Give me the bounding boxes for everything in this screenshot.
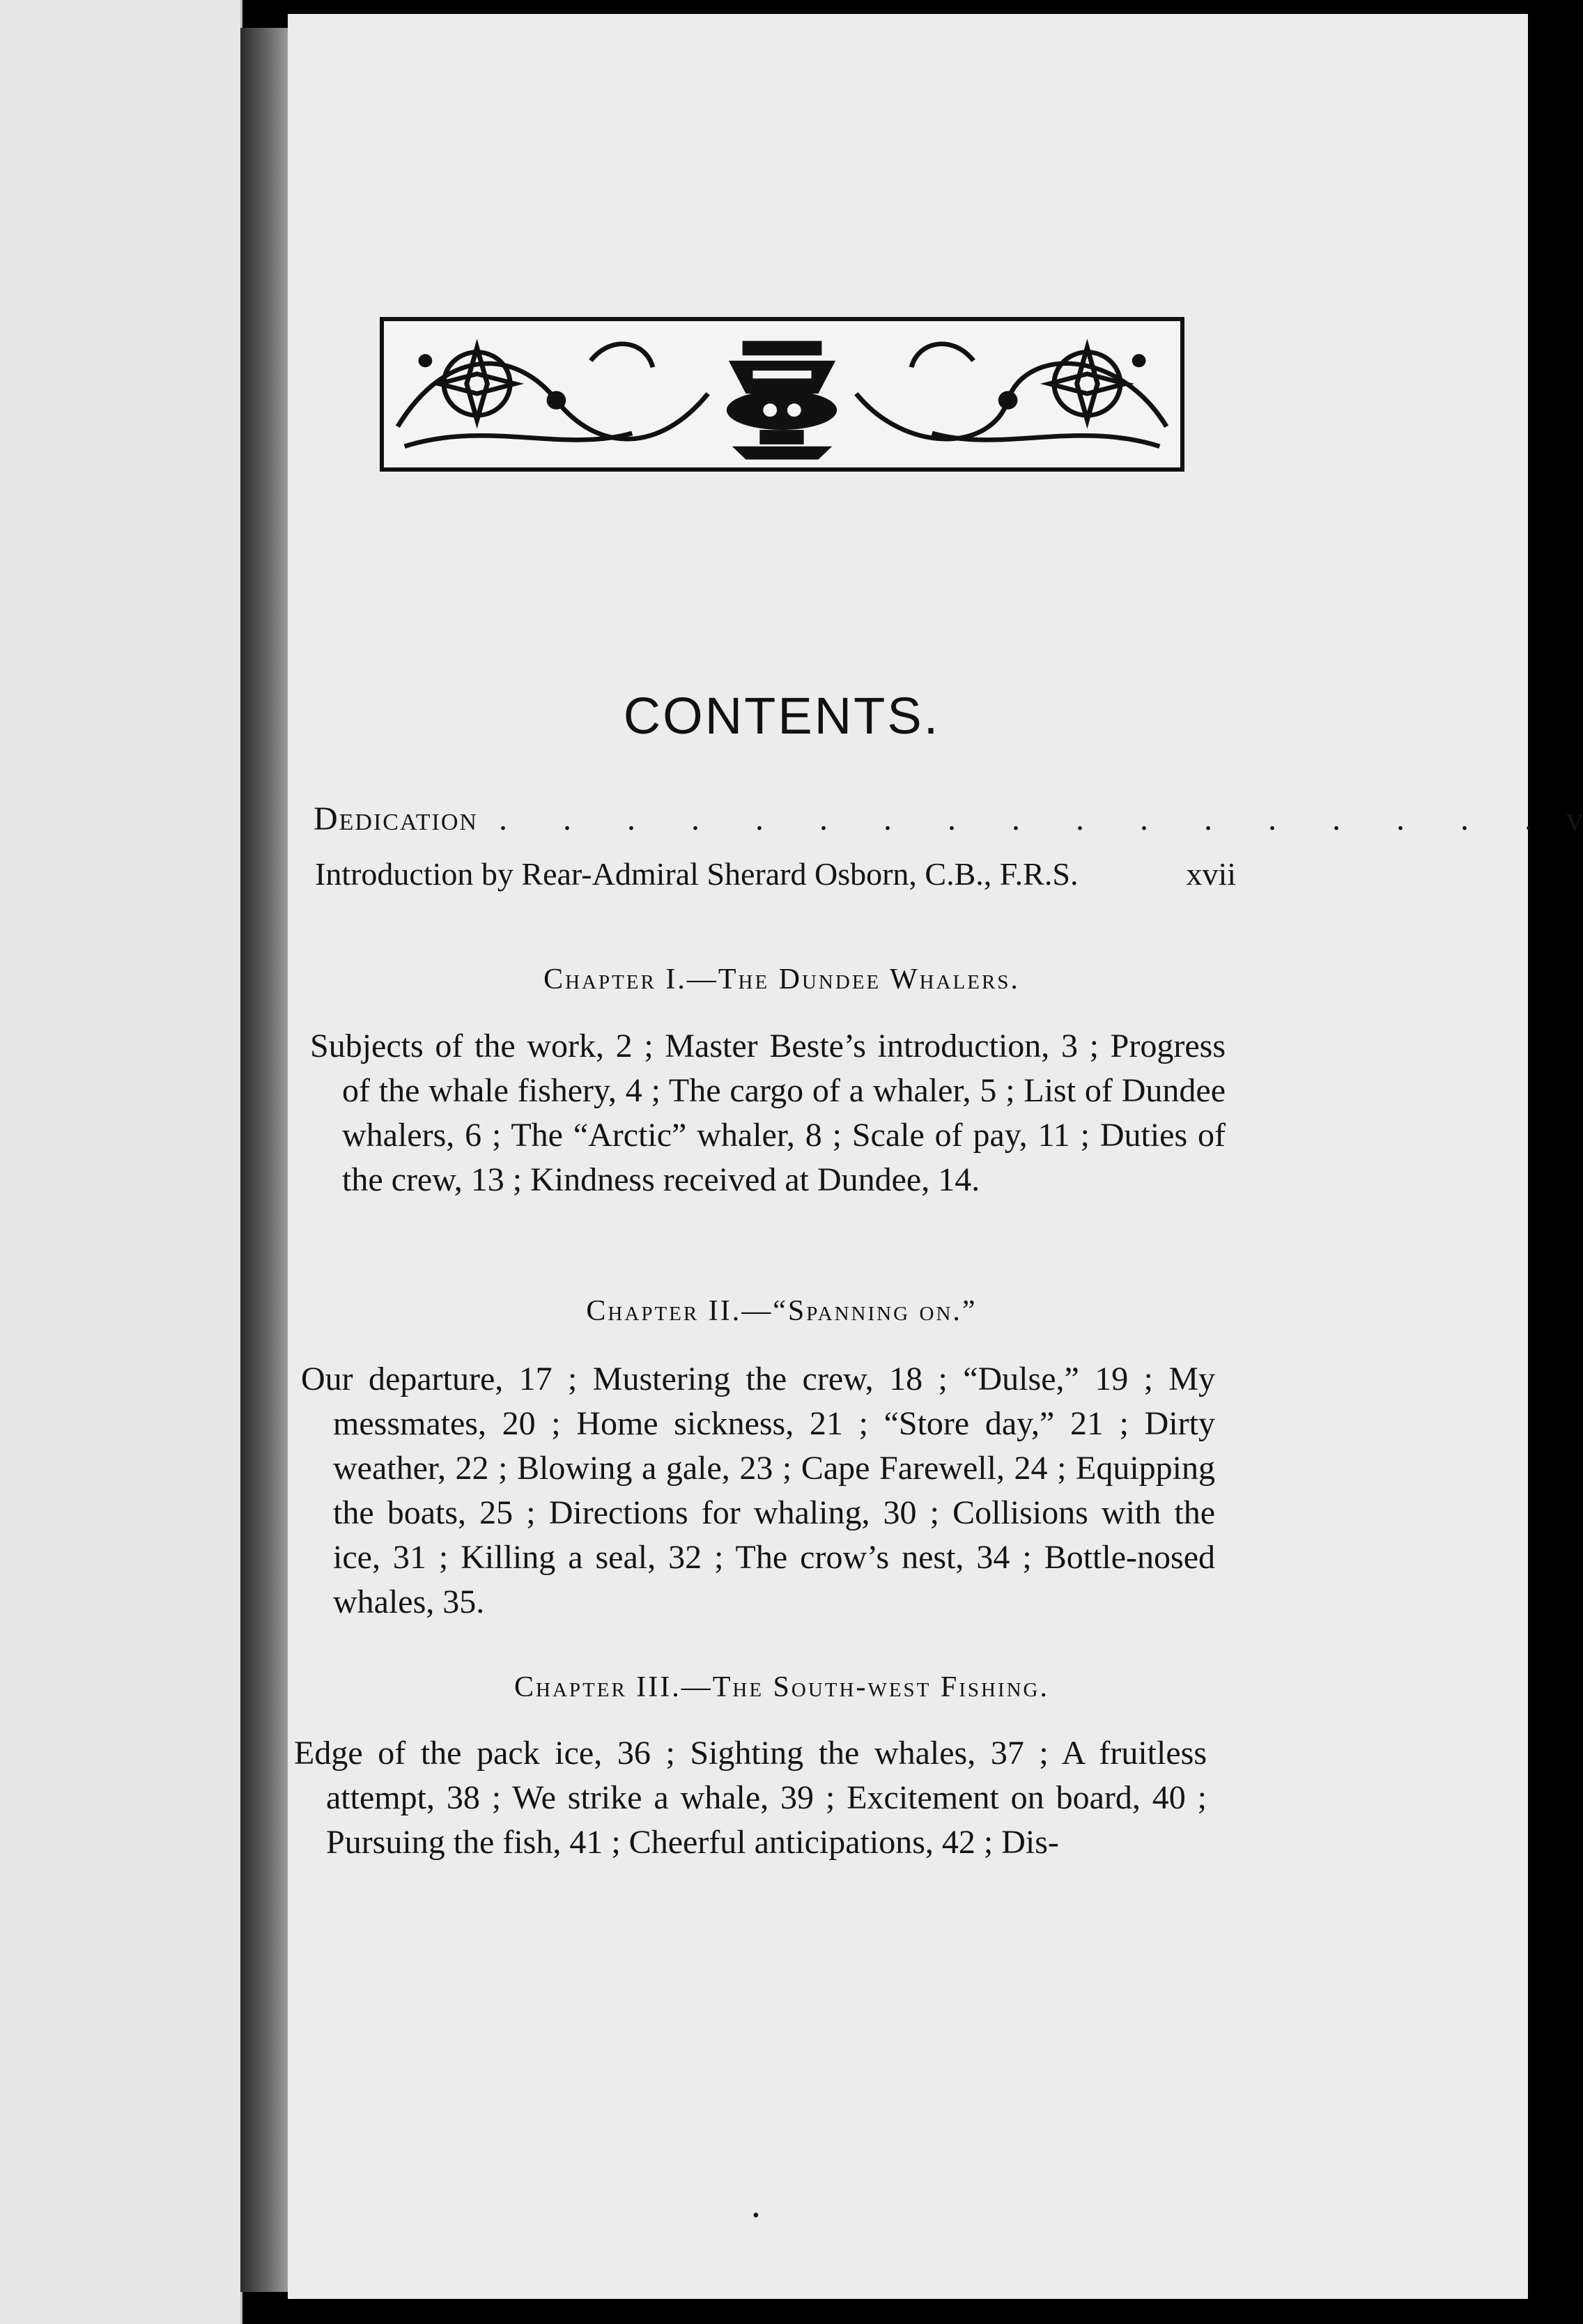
chapter-summary-2: Our departure, 17 ; Mustering the crew, 18 ; “Dulse,” 19 ; My messmates, 20 ; Home sickness, 21 ; “Store day,” 21 ; Dirty weather, 22 ; Blowing a gale, 23 ; Cape Farewell, 24 ; Equipping the boats, 25 ; Directions for whaling, 30 ; Collisions with the ice, 31 ; Killing a seal, 32 ; The crow’s nest, 34 ; Bottle-nosed whales, 35. [301,1361,1215,1620]
facing-page-edge [0,0,242,2324]
toc-entry-dedication [314,800,1583,838]
toc-entry-introduction [315,855,1236,892]
bottom-page-mark: • [752,2205,759,2226]
chapter-heading-1: Chapter I.—The Dundee Whalers. [543,963,1020,996]
leader-dots: . . . . . . . . . . . . . . . . . [498,800,1557,837]
decorative-headpiece [380,317,1184,472]
toc-entry-label: Introduction by Rear-Admiral Sherard Osborn, C.B., F.R.S. [315,856,1079,892]
book-gutter-shadow [240,28,288,2292]
chapter-heading-2: Chapter II.—“Spanning on.” [586,1295,978,1327]
toc-page-number: v [1566,800,1583,837]
toc-page-number: xvii [1186,856,1236,892]
chapter-heading-3: Chapter III.—The South-west Fishing. [513,1671,1050,1703]
toc-entry-label: Dedication [314,800,478,837]
chapter-summary-3: Edge of the pack ice, 36 ; Sighting the whales, 37 ; A fruitless attempt, 38 ; We strike a whale, 39 ; Excitement on board, 40 ; Pursuing the fish, 41 ; Cheerful anticipations, 42 ; Dis- [294,1735,1207,1861]
page-title: CONTENTS. [623,687,941,745]
floral-ornament-icon [384,321,1180,467]
chapter-summary-1: Subjects of the work, 2 ; Master Beste’s introduction, 3 ; Progress of the whale fishery, 4 ; The cargo of a whaler, 5 ; List of Dundee whalers, 6 ; The “Arctic” whaler, 8 ; Scale of pay, 11 ; Duties of the crew, 13 ; Kindness received at Dundee, 14. [310,1028,1226,1198]
